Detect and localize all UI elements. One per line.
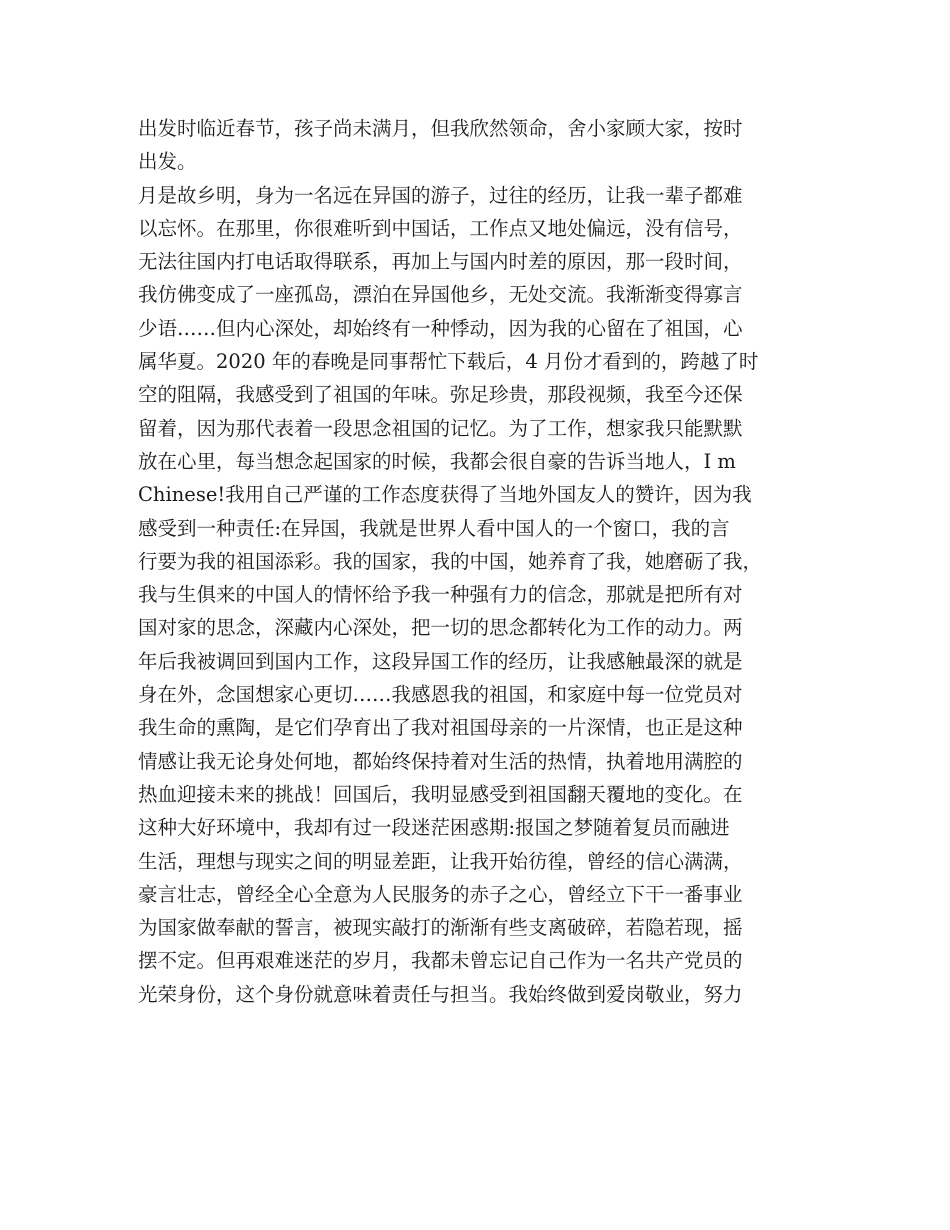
text-line: 国对家的思念，深藏内心深处，把一切的思念都转化为工作的动力。两 xyxy=(138,616,743,640)
text-line: 热血迎接未来的挑战！回国后，我明显感受到祖国翻天覆地的变化。在 xyxy=(138,782,743,806)
text-line: 我与生俱来的中国人的情怀给予我一种强有力的信念，那就是把所有对 xyxy=(138,583,743,607)
text-line: 我生命的熏陶，是它们孕育出了我对祖国母亲的一片深情，也正是这种 xyxy=(138,716,743,740)
text-line: 这种大好环境中，我却有过一段迷茫困惑期:报国之梦随着复员而融进 xyxy=(138,816,730,840)
text-line: 年后我被调回到国内工作，这段异国工作的经历，让我感触最深的就是 xyxy=(138,649,743,673)
text-line: 光荣身份，这个身份就意味着责任与担当。我始终做到爱岗敬业，努力 xyxy=(138,982,743,1006)
text-line: 少语……但内心深处，却始终有一种悸动，因为我的心留在了祖国，心 xyxy=(138,316,743,340)
text-line: 属华夏。2020 年的春晚是同事帮忙下载后，4 月份才看到的，跨越了时 xyxy=(138,350,759,374)
text-line: 为国家做奉献的誓言，被现实敲打的渐渐有些支离破碎，若隐若现，摇 xyxy=(138,916,743,940)
text-line: 放在心里，每当想念起国家的时候，我都会很自豪的告诉当地人，I m xyxy=(138,449,736,473)
text-line: 空的阻隔，我感受到了祖国的年味。弥足珍贵，那段视频，我至今还保 xyxy=(138,383,743,407)
text-line: 感受到一种责任:在异国，我就是世界人看中国人的一个窗口，我的言 xyxy=(138,516,730,540)
text-line: 摆不定。但再艰难迷茫的岁月，我都未曾忘记自己作为一名共产党员的 xyxy=(138,949,743,973)
text-line: Chinese!我用自己严谨的工作态度获得了当地外国友人的赞许，因为我 xyxy=(138,483,752,507)
text-line: 生活，理想与现实之间的明显差距，让我开始彷徨，曾经的信心满满， xyxy=(138,849,743,873)
text-line: 出发。 xyxy=(138,150,197,174)
text-line: 出发时临近春节，孩子尚未满月，但我欣然领命，舍小家顾大家，按时 xyxy=(138,117,743,140)
text-line: 无法往国内打电话取得联系，再加上与国内时差的原因，那一段时间， xyxy=(138,250,743,274)
text-line: 行要为我的祖国添彩。我的国家，我的中国，她养育了我，她磨砺了我， xyxy=(138,549,763,573)
document-body xyxy=(138,112,828,1011)
text-line: 以忘怀。在那里，你很难听到中国话，工作点又地处偏远，没有信号， xyxy=(138,216,743,240)
text-line: 情感让我无论身处何地，都始终保持着对生活的热情，执着地用满腔的 xyxy=(138,749,743,773)
text-line: 月是故乡明，身为一名远在异国的游子，过往的经历，让我一辈子都难 xyxy=(138,183,743,207)
text-line: 身在外，念国想家心更切……我感恩我的祖国，和家庭中每一位党员对 xyxy=(138,683,743,707)
text-line: 我仿佛变成了一座孤岛，漂泊在异国他乡，无处交流。我渐渐变得寡言 xyxy=(138,283,743,307)
text-line: 豪言壮志，曾经全心全意为人民服务的赤子之心，曾经立下干一番事业 xyxy=(138,882,743,906)
text-line: 留着，因为那代表着一段思念祖国的记忆。为了工作，想家我只能默默 xyxy=(138,416,743,440)
